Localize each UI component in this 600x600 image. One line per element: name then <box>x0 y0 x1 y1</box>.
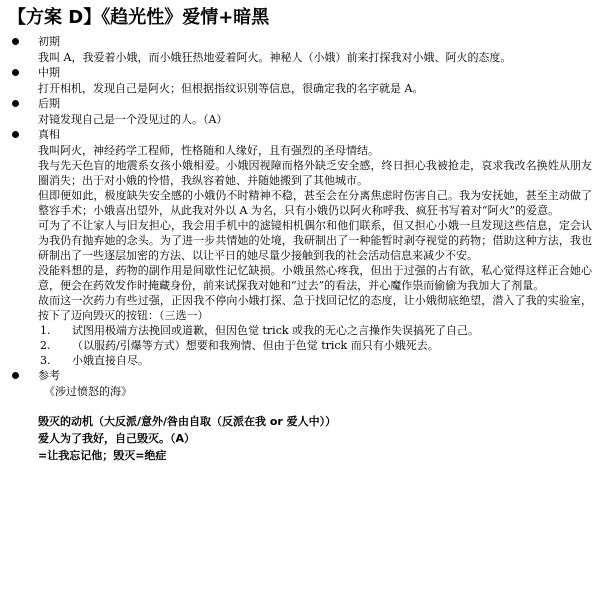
section-middle-heading-row <box>38 65 592 81</box>
section-reference <box>8 368 592 399</box>
section-middle <box>8 65 592 96</box>
truth-paragraph-6: 故而这一次药力有些过强，正因我不停向小娥打探、急于找回记忆的态度，让小娥彻底绝望，潜入了我的实验室，按下了迈向毁灭的按钮：（三选一） <box>38 294 592 322</box>
section-late <box>8 96 592 127</box>
section-truth-heading-row <box>38 127 592 143</box>
bullet-icon <box>12 372 19 379</box>
section-early <box>8 34 592 65</box>
list-item <box>38 323 592 338</box>
ending-options-list <box>38 323 592 368</box>
truth-paragraph-4: 可为了不让家人与旧友担心，我会用手机中的滤镜相机偶尔和他们联系，但又担心小娥一旦发现这些信息，定会认为我仍有抛弃她的念头。为了进一步共情她的处境，我研制出了一种能暂时剥夺视觉的药物；借助这种方法，我也研制出了一些逐层加密的方法、以让平日的她尽量少接触到我的社会活动信息来减少不安。 <box>38 219 592 262</box>
truth-paragraph-3: 但即便如此，极度缺失安全感的小娥仍不时精神不稳，甚至会在分离焦虑时伤害自己。我为安抚她，甚至主动做了整容手术；小娥喜出望外，从此我对外以 A 为名，只有小娥仍以阿火称呼我、疯狂书写着对“阿火”的爱意。 <box>38 189 592 217</box>
section-late-heading-row <box>38 96 592 112</box>
list-item-text: 试图用极端方法挽回或道歉，但因色觉 trick 或我的无心之言操作失误搞死了自己。 <box>72 324 480 337</box>
section-late-paragraph: 对镜发现自己是一个没见过的人。（A） <box>38 113 228 126</box>
list-item-number: 1. <box>40 324 51 337</box>
document-title: 【方案 D】《趋光性》爱情+暗黑 <box>8 7 270 28</box>
section-early-paragraph: 我叫 A，我爱着小娥，而小娥狂热地爱着阿火。神秘人（小娥）前来打探我对小娥、阿火的态度。 <box>38 51 512 64</box>
section-early-heading: 初期 <box>38 35 60 48</box>
section-middle-heading: 中期 <box>38 66 60 79</box>
section-early-heading-row <box>38 34 592 50</box>
truth-paragraph-1: 我叫阿火，神经药学工程师，性格随和人缘好，且有强烈的圣母情结。 <box>38 144 379 157</box>
list-item <box>38 353 592 368</box>
truth-paragraph-5: 没能料想的是，药物的副作用是间歇性记忆缺损。小娥虽然心疼我，但出于过强的占有欲，私心觉得这样正合她心意，便会在药效发作时掩藏身份，前来试探我对她和“过去”的看法，并心魔作祟而偷偷为我加大了剂量。 <box>38 264 592 292</box>
bullet-icon <box>12 131 19 138</box>
bullet-icon <box>12 100 19 107</box>
footer-line-2: 爱人为了我好，自己毁灭。（A） <box>38 432 196 445</box>
section-middle-paragraph: 打开相机，发现自己是阿火；但根据指纹识别等信息，很确定我的名字就是 A。 <box>38 82 424 95</box>
footer-line-3: =让我忘记他；毁灭=绝症 <box>38 449 167 462</box>
section-truth-heading: 真相 <box>38 128 60 141</box>
list-item <box>38 338 592 353</box>
section-reference-heading-row <box>38 368 592 384</box>
section-reference-heading: 参考 <box>38 369 60 382</box>
list-item-number: 3. <box>40 354 51 367</box>
list-item-text: 小娥直接自尽。 <box>72 354 149 367</box>
bullet-icon <box>12 69 19 76</box>
list-item-text: （以服药/引爆等方式）想要和我殉情、但由于色觉 trick 而只有小娥死去。 <box>72 339 439 352</box>
bullet-icon <box>12 38 19 45</box>
truth-paragraph-2: 我与先天色盲的地震系女孩小娥相爱。小娥因视障而格外缺乏安全感，终日担心我被抢走，哀求我改名换姓从朋友圈消失；出于对小娥的怜惜，我纵容着她、并随她搬到了其他城市。 <box>38 159 592 187</box>
list-item-number: 2. <box>40 339 51 352</box>
reference-title: 《涉过愤怒的海》 <box>44 385 132 398</box>
footer-line-1: 毁灭的动机（大反派/意外/咎由自取（反派在我 or 爱人中）） <box>38 415 337 428</box>
section-late-heading: 后期 <box>38 97 60 110</box>
footer-notes <box>8 413 592 464</box>
section-truth <box>8 127 592 368</box>
